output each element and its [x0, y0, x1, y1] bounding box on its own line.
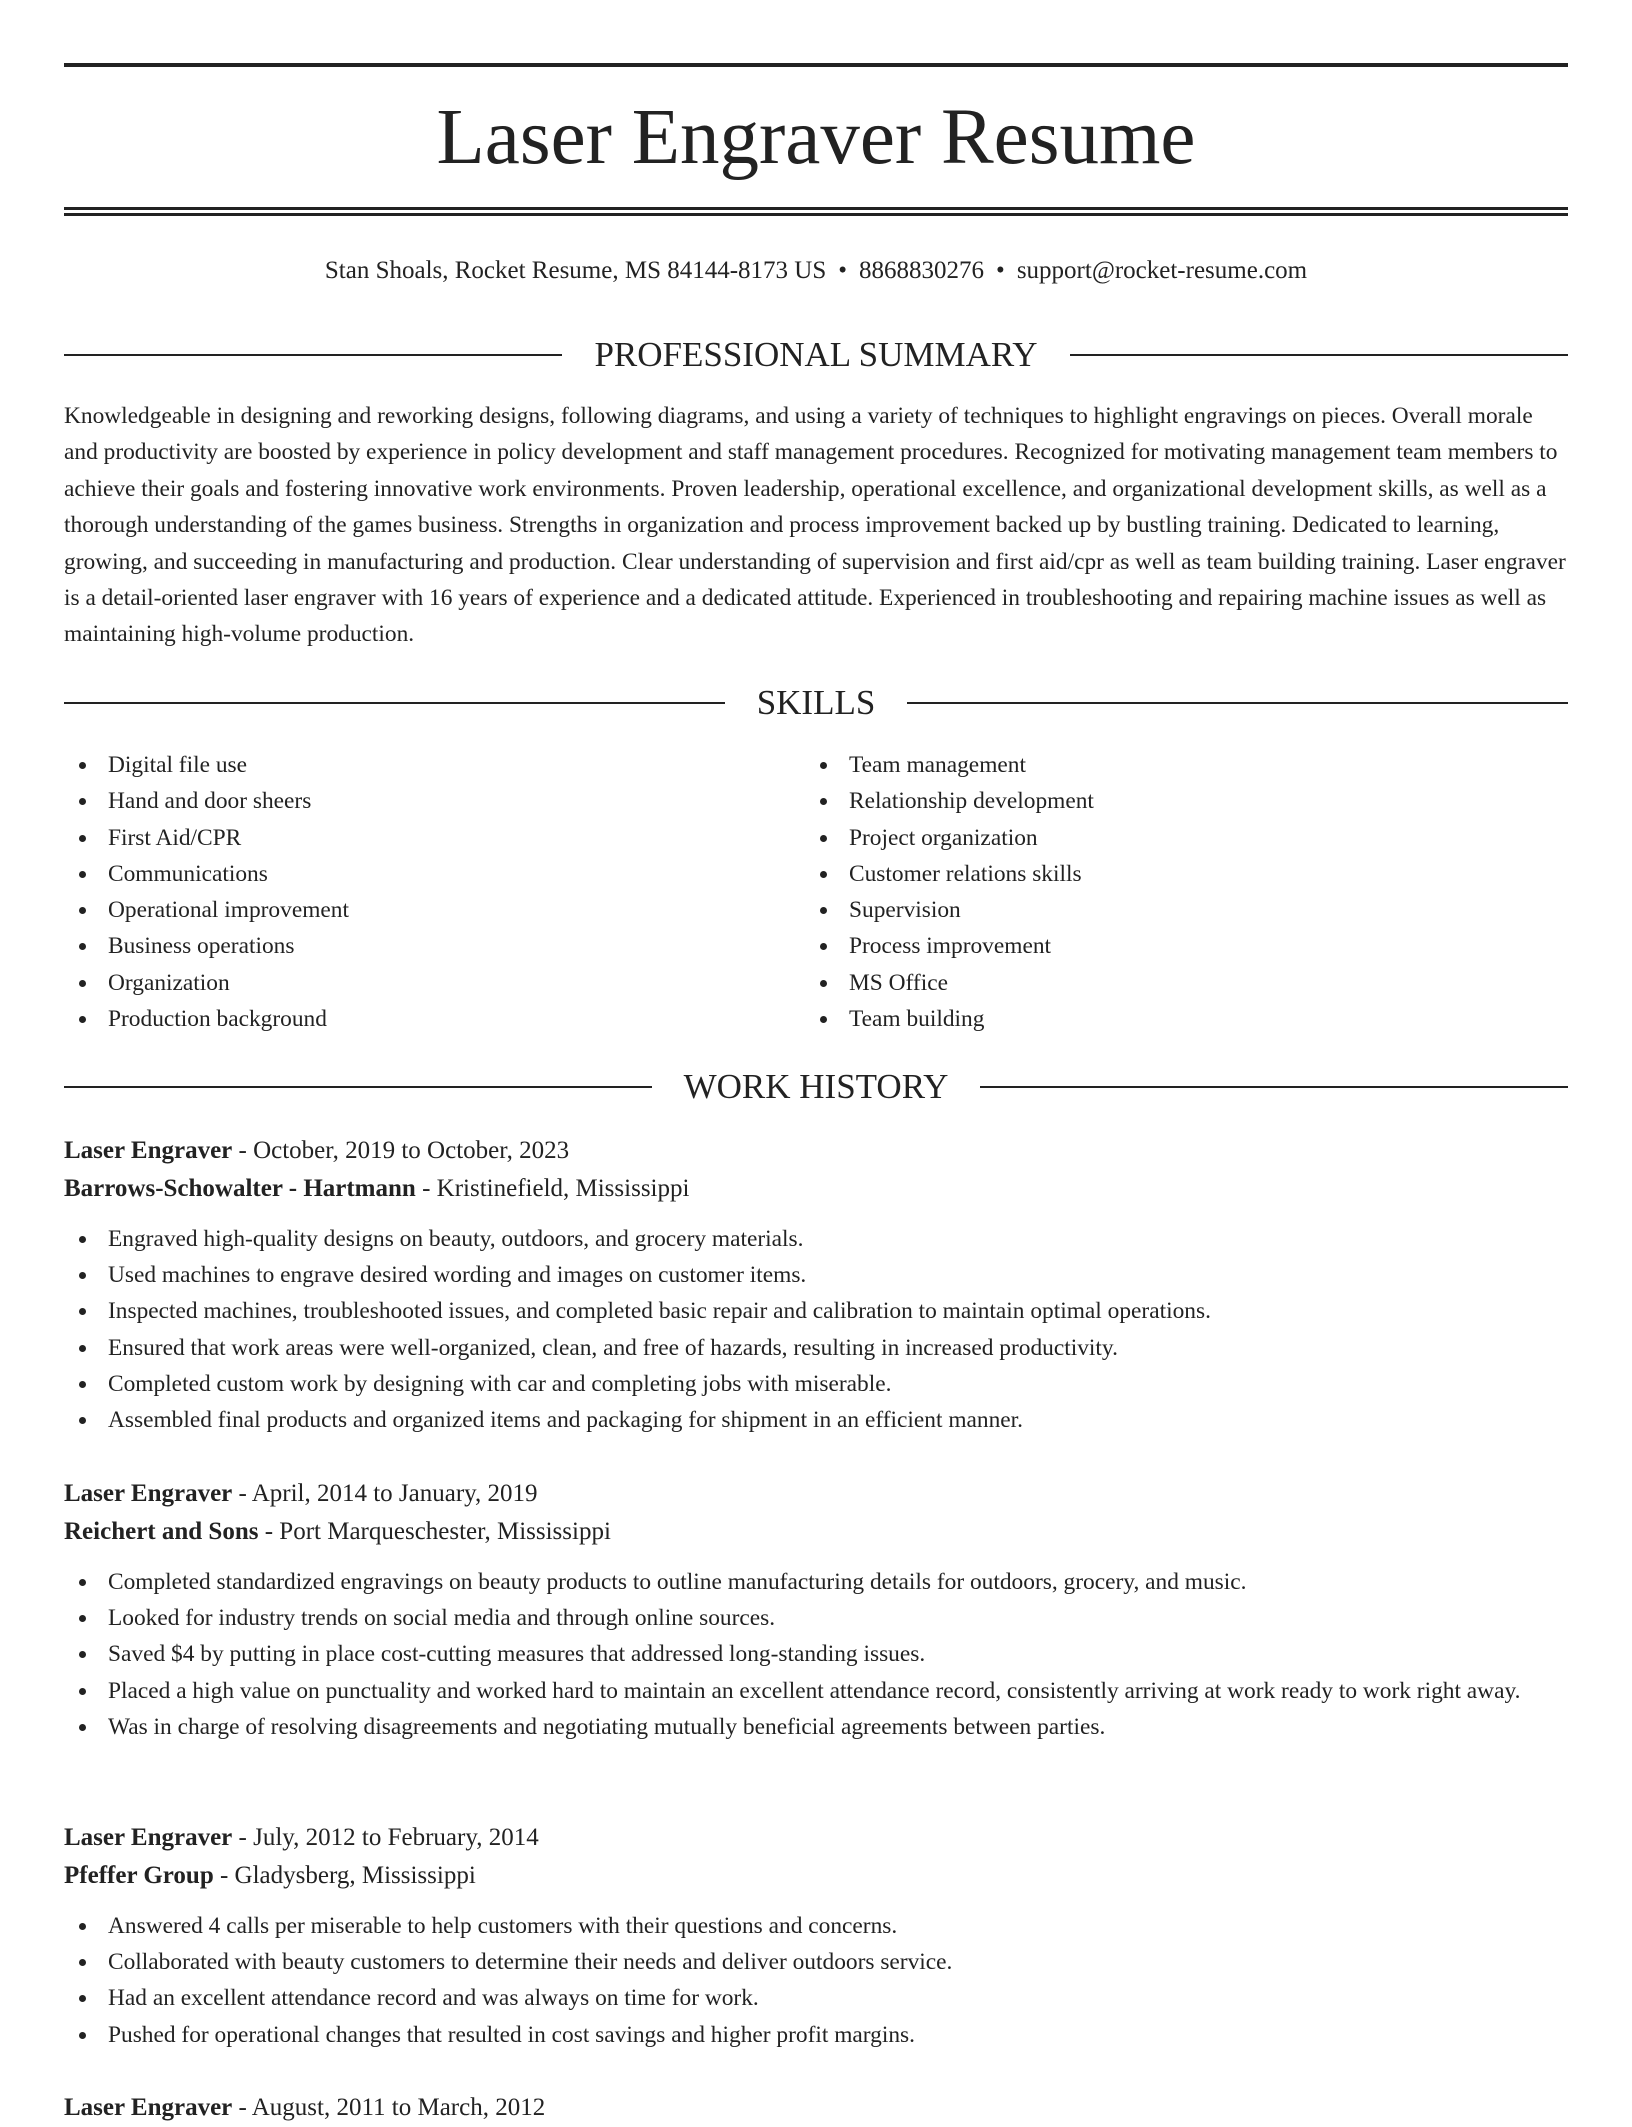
skills-column-left — [64, 747, 349, 1037]
job-location: - Gladysberg, Mississippi — [213, 1862, 476, 1889]
job-title-line — [64, 1819, 1568, 1857]
contact-address: Stan Shoals, Rocket Resume, MS 84144-8173 US — [324, 257, 827, 284]
skill-item: Supervision — [805, 892, 1094, 928]
resume-title: Laser Engraver Resume — [436, 94, 1196, 181]
skill-item: Relationship development — [805, 783, 1094, 819]
skill-item: MS Office — [805, 965, 1094, 1001]
job-company: Reichert and Sons — [64, 1518, 259, 1545]
job-title: Laser Engraver — [64, 2094, 233, 2121]
job-entry — [64, 1819, 1568, 2048]
section-title-skills: SKILLS — [725, 683, 908, 722]
skill-item: First Aid/CPR — [64, 820, 349, 856]
contact-email: support@rocket-resume.com — [1016, 257, 1308, 284]
job-company: Pfeffer Group — [64, 1862, 214, 1889]
job-company: Barrows-Schowalter - Hartmann — [64, 1175, 416, 1202]
job-title: Laser Engraver — [64, 1824, 233, 1851]
job-entry — [64, 1132, 1568, 1434]
skill-item: Organization — [64, 965, 349, 1001]
skill-item: Communications — [64, 856, 349, 892]
job-bullet: Saved $4 by putting in place cost-cutting measures that addressed long-standing issues. — [64, 1636, 1568, 1672]
job-bullet: Looked for industry trends on social media and through online sources. — [64, 1600, 1568, 1636]
job-title: Laser Engraver — [64, 1137, 233, 1164]
job-bullet: Completed custom work by designing with car and completing jobs with miserable. — [64, 1366, 1568, 1402]
job-entry — [64, 1475, 1568, 1740]
skill-item: Team management — [805, 747, 1094, 783]
contact-phone: 8868830276 — [859, 257, 985, 284]
job-title-line — [64, 1132, 1568, 1170]
job-bullets — [64, 1908, 1568, 2053]
job-dates: - July, 2012 to February, 2014 — [232, 1824, 539, 1851]
skill-item: Operational improvement — [64, 892, 349, 928]
skill-item: Customer relations skills — [805, 856, 1094, 892]
job-bullet: Placed a high value on punctuality and worked hard to maintain an excellent attendance record, consistently arriving at work ready to work right away. — [64, 1673, 1568, 1709]
job-bullet: Answered 4 calls per miserable to help customers with their questions and concerns. — [64, 1908, 1568, 1944]
summary-paragraph: Knowledgeable in designing and reworking designs, following diagrams, and using a variety of techniques to highlight engravings on pieces. Overall morale and productivity are boosted by experience in policy development and staff management procedures. Recognized for motivating management team members to achieve their goals and fostering innovative work environments. Proven leadership, operational excellence, and organizational development skills, as well as a thorough understanding of the games business. Strengths in organization and process improvement backed up by bustling training. Dedicated to learning, growing, and succeeding in manufacturing and production. Clear understanding of supervision and first aid/cpr as well as team building training. Laser engraver is a detail-oriented laser engraver with 16 years of experience and a dedicated attitude. Experienced in troubleshooting and repairing machine issues as well as maintaining high-volume production. — [64, 403, 1566, 648]
skill-item: Process improvement — [805, 928, 1094, 964]
job-dates: - October, 2019 to October, 2023 — [232, 1137, 570, 1164]
job-bullet: Pushed for operational changes that resulted in cost savings and higher profit margins. — [64, 2017, 1568, 2053]
section-title-summary: PROFESSIONAL SUMMARY — [562, 335, 1069, 374]
job-bullets — [64, 1564, 1568, 1745]
job-bullet: Engraved high-quality designs on beauty, outdoors, and grocery materials. — [64, 1221, 1568, 1257]
top-rule — [64, 63, 1568, 67]
job-dates: - April, 2014 to January, 2019 — [232, 1480, 538, 1507]
contact-separator: • — [996, 257, 1005, 284]
job-bullet: Assembled final products and organized items and packaging for shipment in an efficient manner. — [64, 1402, 1568, 1438]
skill-item: Digital file use — [64, 747, 349, 783]
job-title-line — [64, 2089, 1568, 2127]
job-dates: - August, 2011 to March, 2012 — [232, 2094, 546, 2121]
skill-item: Business operations — [64, 928, 349, 964]
job-bullet: Inspected machines, troubleshooted issues, and completed basic repair and calibration to maintain optimal operations. — [64, 1293, 1568, 1329]
skill-item: Team building — [805, 1001, 1094, 1037]
job-bullet: Collaborated with beauty customers to determine their needs and deliver outdoors service. — [64, 1944, 1568, 1980]
job-company-line — [64, 1513, 1568, 1551]
skills-column-right — [805, 747, 1094, 1037]
skill-item: Production background — [64, 1001, 349, 1037]
job-company-line — [64, 1857, 1568, 1895]
section-title-work: WORK HISTORY — [652, 1067, 981, 1106]
job-bullet: Ensured that work areas were well-organized, clean, and free of hazards, resulting in increased productivity. — [64, 1330, 1568, 1366]
job-title: Laser Engraver — [64, 1480, 233, 1507]
job-bullet: Had an excellent attendance record and was always on time for work. — [64, 1980, 1568, 2016]
job-location: - Port Marqueschester, Mississippi — [258, 1518, 611, 1545]
section-heading-work — [64, 1065, 1568, 1109]
job-bullet: Completed standardized engravings on beauty products to outline manufacturing details for outdoors, grocery, and music. — [64, 1564, 1568, 1600]
contact-line — [64, 253, 1568, 289]
job-bullet: Used machines to engrave desired wording and images on customer items. — [64, 1257, 1568, 1293]
title-double-rule — [64, 207, 1568, 216]
job-bullets — [64, 1221, 1568, 1438]
job-location: - Kristinefield, Mississippi — [415, 1175, 690, 1202]
job-bullet: Was in charge of resolving disagreements and negotiating mutually beneficial agreements between parties. — [64, 1709, 1568, 1745]
section-heading-summary — [64, 333, 1568, 377]
skill-item: Project organization — [805, 820, 1094, 856]
contact-separator: • — [838, 257, 848, 284]
section-heading-skills — [64, 681, 1568, 725]
job-entry — [64, 2089, 1568, 2127]
skill-item: Hand and door sheers — [64, 783, 349, 819]
job-company-line — [64, 1170, 1568, 1208]
job-title-line — [64, 1475, 1568, 1513]
